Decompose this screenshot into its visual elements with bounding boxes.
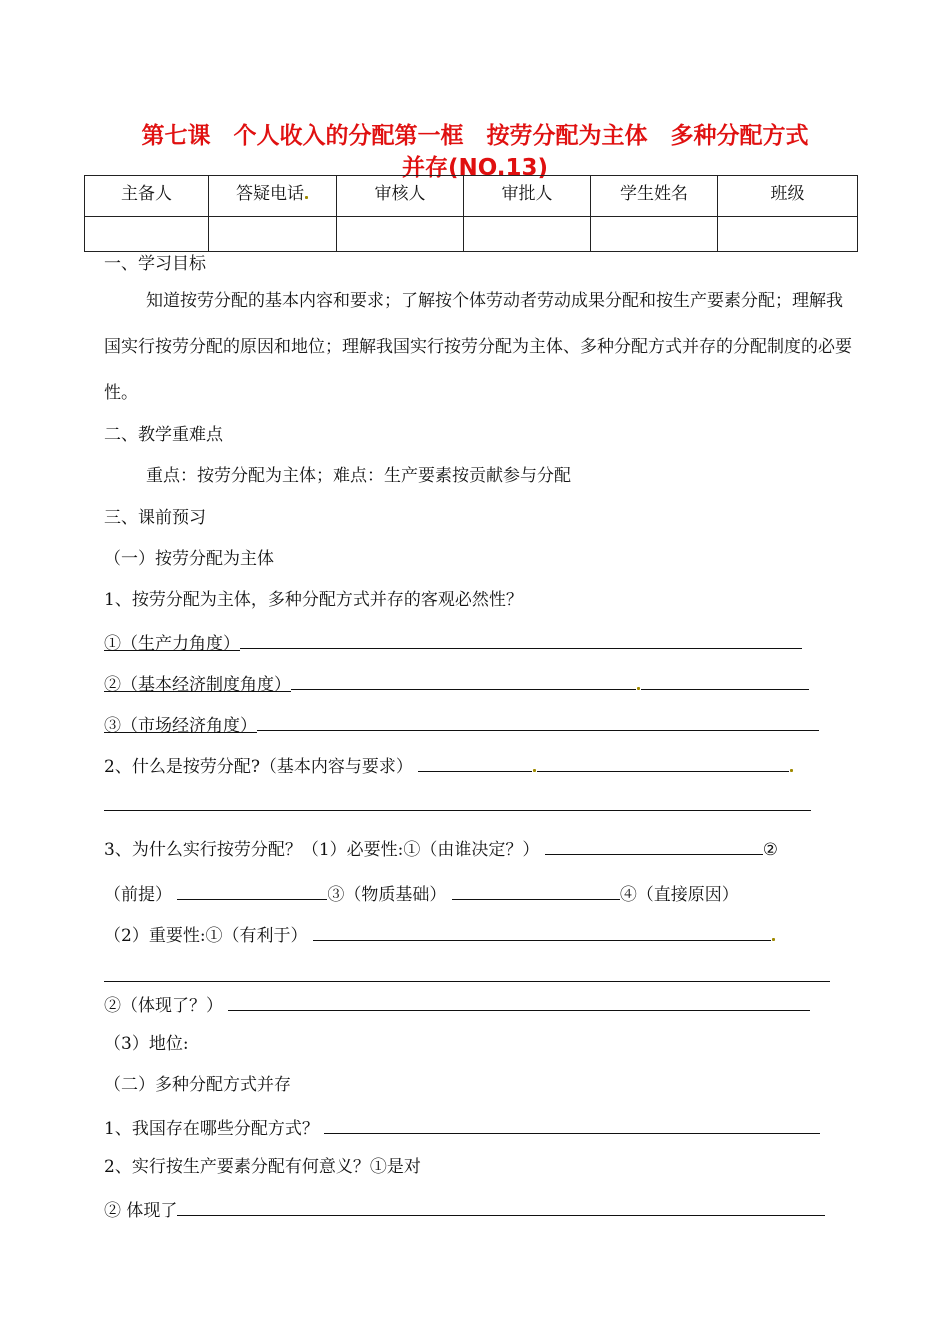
answer-blank[interactable] [240,630,802,649]
answer-blank[interactable] [257,712,819,731]
header-student-name: 学生姓名 [591,176,718,217]
q3-reflect: ②（体现了？） [104,992,810,1017]
header-phone: 答疑电话 [209,176,337,217]
table-entry-row [85,217,858,252]
part1-heading: （一）按劳分配为主体 [104,549,274,569]
answer-blank[interactable] [291,671,636,690]
cell-reviewer[interactable] [337,217,464,252]
q5-answer-b: ② 体现了 [104,1197,825,1222]
answer-blank[interactable] [177,1197,825,1216]
header-class: 班级 [718,176,858,217]
cell-approver[interactable] [464,217,591,252]
section1-heading: 一、学习目标 [104,254,206,274]
q1-answer-b: ②（基本经济制度角度） [104,671,809,696]
cell-student-name[interactable] [591,217,718,252]
cell-phone[interactable] [209,217,337,252]
section1-text: 知道按劳分配的基本内容和要求；了解按个体劳动者劳动成果分配和按生产要素分配；理解我国实行按劳分配的原因和地位；理解我国实行按劳分配为主体、多种分配方式并存的分配制度的必要性。 [104,291,852,403]
header-preparer: 主备人 [85,176,209,217]
cell-preparer[interactable] [85,217,209,252]
q1-answer-a: ①（生产力角度） [104,630,802,655]
question-1: 1、按劳分配为主体，多种分配方式并存的客观必然性？ [104,590,523,610]
question-2: 2、什么是按劳分配?（基本内容与要求） [104,753,794,778]
answer-blank[interactable] [313,922,771,941]
question-4: 1、我国存在哪些分配方式？ [104,1115,820,1140]
info-table [84,175,858,252]
answer-line[interactable] [104,981,830,982]
q1-answer-c: ③（市场经济角度） [104,712,819,737]
header-approver: 审批人 [464,176,591,217]
answer-blank[interactable] [452,881,620,900]
question-3: 3、为什么实行按劳分配？（1）必要性:①（由谁决定？） ② [104,836,778,861]
answer-blank[interactable] [537,753,789,772]
header-reviewer: 审核人 [337,176,464,217]
cell-class[interactable] [718,217,858,252]
answer-blank[interactable] [418,753,532,772]
section3-heading: 三、课前预习 [104,508,206,528]
answer-line[interactable] [104,810,811,811]
q3-importance: （2）重要性:①（有利于） [104,922,776,947]
document-title-line-2: 并存(NO.13) [401,155,549,181]
table-header-row [85,176,858,217]
answer-blank[interactable] [641,671,809,690]
section2-text: 重点：按劳分配为主体；难点：生产要素按贡献参与分配 [146,466,571,486]
answer-blank[interactable] [324,1115,820,1134]
answer-blank[interactable] [545,836,763,855]
document-title-line-1: 第七课 个人收入的分配第一框 按劳分配为主体 多种分配方式 [141,123,809,149]
answer-blank[interactable] [177,881,327,900]
section2-heading: 二、教学重难点 [104,425,223,445]
question-5: 2、实行按生产要素分配有何意义？①是对 [104,1157,421,1177]
answer-blank[interactable] [228,992,810,1011]
q3-details: （前提） ③（物质基础） ④（直接原因） [104,881,739,906]
q3-status: （3）地位: [104,1034,189,1054]
part2-heading: （二）多种分配方式并存 [104,1075,291,1095]
